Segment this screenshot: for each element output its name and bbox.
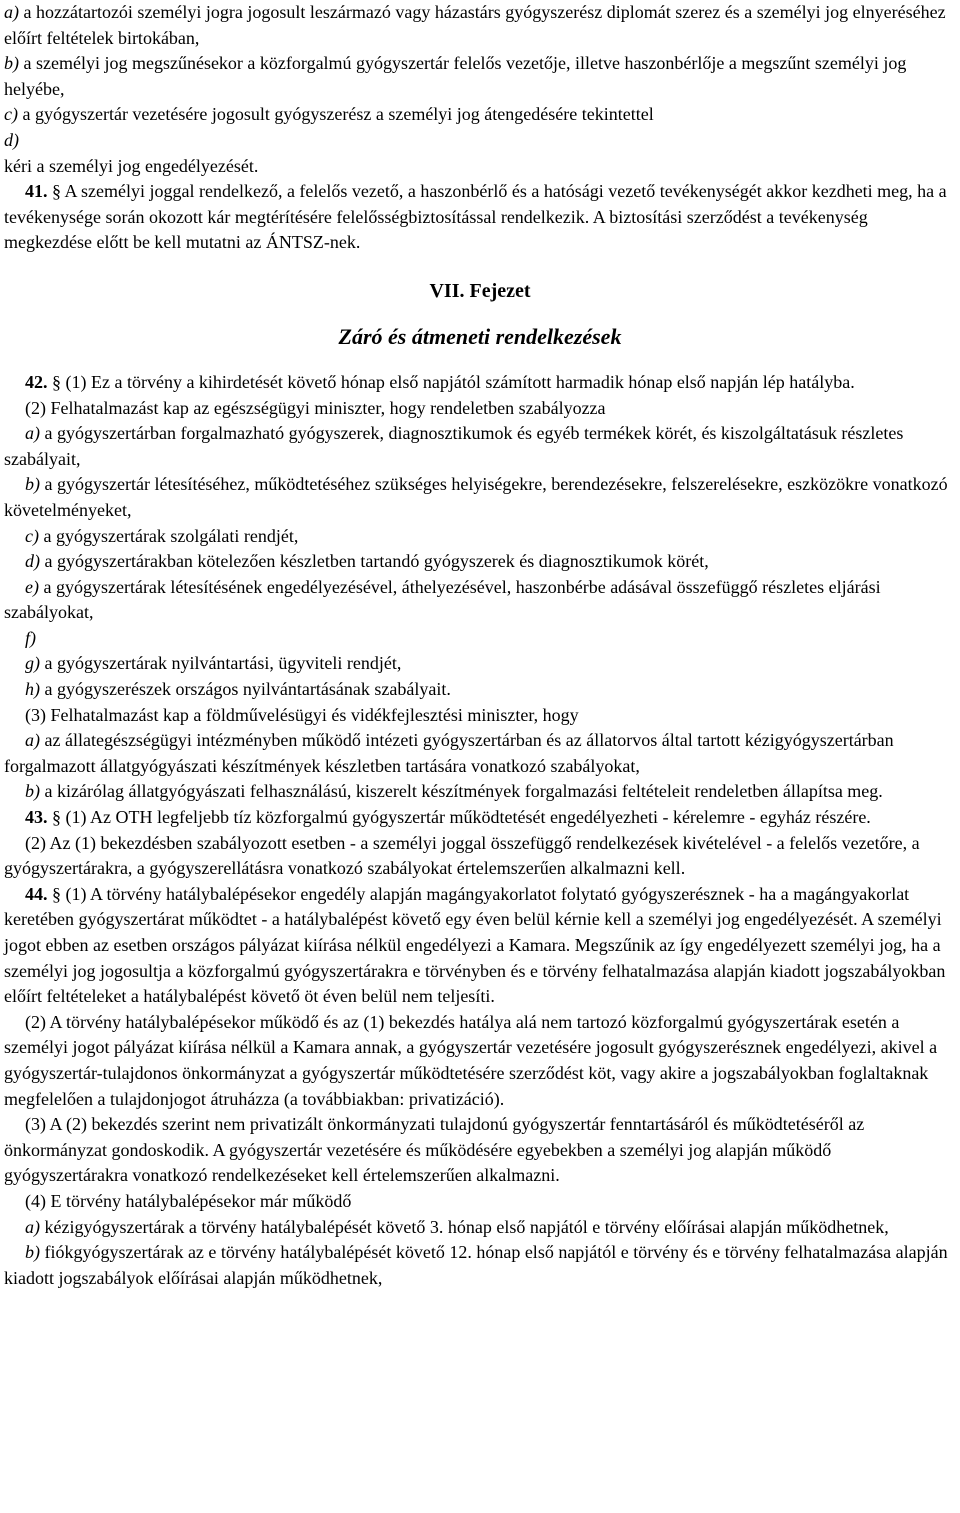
item-letter: a) <box>25 1216 40 1237</box>
section-44 <box>4 882 956 1010</box>
list-item <box>4 549 956 575</box>
list-item <box>4 472 956 523</box>
chapter-heading: VII. Fejezet <box>429 279 531 302</box>
item-text: az állategészségügyi intézményben működő intézeti gyógyszertárban és az állatorvos által tartott kézigyógyszertárban forgalmazott állatgyógyászati készítmények készletben tartására vonatkozó szabályokat, <box>4 730 894 776</box>
list-item <box>4 651 956 677</box>
list-item <box>4 421 956 472</box>
paragraph: (4) E törvény hatálybalépésekor már működő <box>25 1190 352 1211</box>
item-text: a kizárólag állatgyógyászati felhasználású, kiszerelt készítmények forgalmazási feltételeit rendeletben állapítsa meg. <box>44 781 883 802</box>
section-number: 44. <box>25 883 48 904</box>
item-letter: e) <box>25 576 39 597</box>
item-letter: a) <box>25 730 40 751</box>
list-item <box>4 51 956 102</box>
section-sign: § <box>52 883 61 904</box>
item-text: a gyógyszertárak létesítésének engedélyezésével, áthelyezésével, haszonbérbe adásával összefüggő részletes eljárási szabályokat, <box>4 576 881 623</box>
list-item <box>4 728 956 779</box>
paragraph: (2) A törvény hatálybalépésekor működő és az (1) bekezdés hatálya alá nem tartozó közforgalmú gyógyszertárak esetén a személyi jogot pályázat kiírása nélkül a Kamara annak, a gyógyszertár vezetésére jogosult gyógyszerésznek engedélyezi, akivel a gyógyszertár-tulajdonos önkormányzat a gyógyszertár működtetésére szerződést köt, vagy akire a jogszabályokban foglaltaknak megfelelően a tulajdonjogot átruházza (a továbbiakban: privatizáció). <box>4 1011 938 1109</box>
item-letter: c) <box>25 525 39 546</box>
paragraph: (3) Felhatalmazást kap a földművelésügyi és vidékfejlesztési miniszter, hogy <box>25 704 579 725</box>
list-item <box>4 1215 956 1241</box>
section-text: (1) Ez a törvény a kihirdetését követő hónap első napjától számított harmadik hónap első napján lép hatályba. <box>65 371 855 392</box>
item-text: a gyógyszertár vezetésére jogosult gyógyszerész a személyi jog átengedésére tekintettel <box>22 104 654 125</box>
item-text: a hozzátartozói személyi jogra jogosult leszármazó vagy házastárs gyógyszerész diplomát szerez és a személyi jog elnyeréséhez előírt feltételek birtokában, <box>4 2 946 48</box>
list-item <box>4 626 956 652</box>
item-letter: g) <box>25 653 40 674</box>
item-letter: c) <box>4 104 18 125</box>
item-letter: f) <box>25 627 36 648</box>
spacer <box>4 352 956 370</box>
list-item <box>4 677 956 703</box>
section-41 <box>4 179 956 256</box>
item-letter: h) <box>25 679 40 700</box>
list-item <box>4 779 956 805</box>
section-number: 41. <box>25 181 48 202</box>
list-item <box>4 0 956 51</box>
item-text: a gyógyszertárak szolgálati rendjét, <box>43 525 299 546</box>
chapter-title: Záró és átmeneti rendelkezések <box>338 323 622 349</box>
section-number: 43. <box>25 807 48 828</box>
item-text: a gyógyszertárban forgalmazható gyógyszerek, diagnosztikumok és egyéb termékek körét, és kiszolgáltatásuk részletes szabályait, <box>4 423 904 469</box>
item-text: kézigyógyszertárak a törvény hatálybalépését követő 3. hónap első napjától e törvény előírásai alapján működhetnek, <box>44 1216 889 1237</box>
section-text: (1) Az OTH legfeljebb tíz közforgalmú gyógyszertár működtetését engedélyezheti - kérelemre - egyház részére. <box>65 807 871 828</box>
list-item <box>4 524 956 550</box>
section-text: A személyi joggal rendelkező, a felelős vezető, a haszonbérlő és a hatósági vezető tevékenységét akkor kezdheti meg, ha a tevékenysége során okozott kár megtérítésére felelősségbiztosítással rendelkezik. A biztosítási szerződést a tevékenység megkezdése előtt be kell mutatni az ÁNTSZ-nek. <box>4 181 947 253</box>
item-text: a gyógyszertár létesítéséhez, működtetéséhez szükséges helyiségekre, berendezésekre, felszerelésekre, eszközökre vonatkozó követelményeket, <box>4 474 948 520</box>
item-text: a gyógyszertárak nyilvántartási, ügyviteli rendjét, <box>44 653 402 674</box>
paragraph: (3) A (2) bekezdés szerint nem privatizált önkormányzati tulajdonú gyógyszertár fenntartásáról és működtetéséről az önkormányzat gondoskodik. A gyógyszertár vezetésére és működésére egyebekben a személyi jog alapján működő gyógyszertárakra vonatkozó rendelkezéseket kell értelemszerűen alkalmazni. <box>4 1114 865 1186</box>
item-letter: b) <box>25 474 40 495</box>
spacer <box>4 306 956 322</box>
list-item <box>4 102 956 128</box>
item-text: a személyi jog megszűnésekor a közforgalmú gyógyszertár felelős vezetője, illetve haszonbérlője a megszűnt személyi jog helyébe, <box>4 53 907 99</box>
paragraph: (2) Az (1) bekezdésben szabályozott esetben - a személyi joggal összefüggő rendelkezések kivételével - a felelős vezetőre, a gyógyszertárakra, a gyógyszerellátásra vonatkozó szabályokat értelemszerűen alkalmazni kell. <box>4 832 920 879</box>
paragraph: (2) Felhatalmazást kap az egészségügyi miniszter, hogy rendeletben szabályozza <box>25 397 606 418</box>
spacer <box>4 256 956 276</box>
list-item <box>4 128 956 154</box>
item-letter: a) <box>4 2 19 22</box>
section-sign: § <box>52 371 61 392</box>
item-letter: d) <box>25 551 40 572</box>
item-text: fiókgyógyszertárak az e törvény hatálybalépését követő 12. hónap első napjától e törvény és e törvény felhatalmazása alapján kiadott jogszabályok előírásai alapján működhetnek, <box>4 1242 948 1288</box>
item-letter: b) <box>25 781 40 802</box>
list-item <box>4 575 956 626</box>
list-item <box>4 1240 956 1291</box>
paragraph: kéri a személyi jog engedélyezését. <box>4 155 259 176</box>
section-43 <box>4 805 956 831</box>
section-sign: § <box>52 181 61 202</box>
section-sign: § <box>52 807 61 828</box>
item-letter: a) <box>25 423 40 444</box>
section-42 <box>4 370 956 396</box>
item-letter: b) <box>25 1242 40 1263</box>
item-text: a gyógyszertárakban kötelezően készletben tartandó gyógyszerek és diagnosztikumok körét, <box>44 551 709 572</box>
item-letter: b) <box>4 53 19 74</box>
section-text: (1) A törvény hatálybalépésekor engedély alapján magángyakorlatot folytató gyógyszerésznek - ha a magángyakorlat keretében gyógyszertárat működtet - a hatálybalépést követő egy éven belül kérnie kell a személyi jog engedélyezését. A személyi jogot ebben az esetben országos pályázat kiírása nélkül engedélyezi a Kamara. Megszűnik az így engedélyezett személyi jog, ha a személyi jog jogosultja a közforgalmú gyógyszertárakra e törvényben és e törvény felhatalmazása alapján kiadott jogszabályokban előírt feltételeket a hatálybalépést követő öt éven belül nem teljesíti. <box>4 883 946 1007</box>
section-number: 42. <box>25 371 48 392</box>
item-letter: d) <box>4 129 19 150</box>
item-text: a gyógyszerészek országos nyilvántartásának szabályait. <box>44 679 451 700</box>
